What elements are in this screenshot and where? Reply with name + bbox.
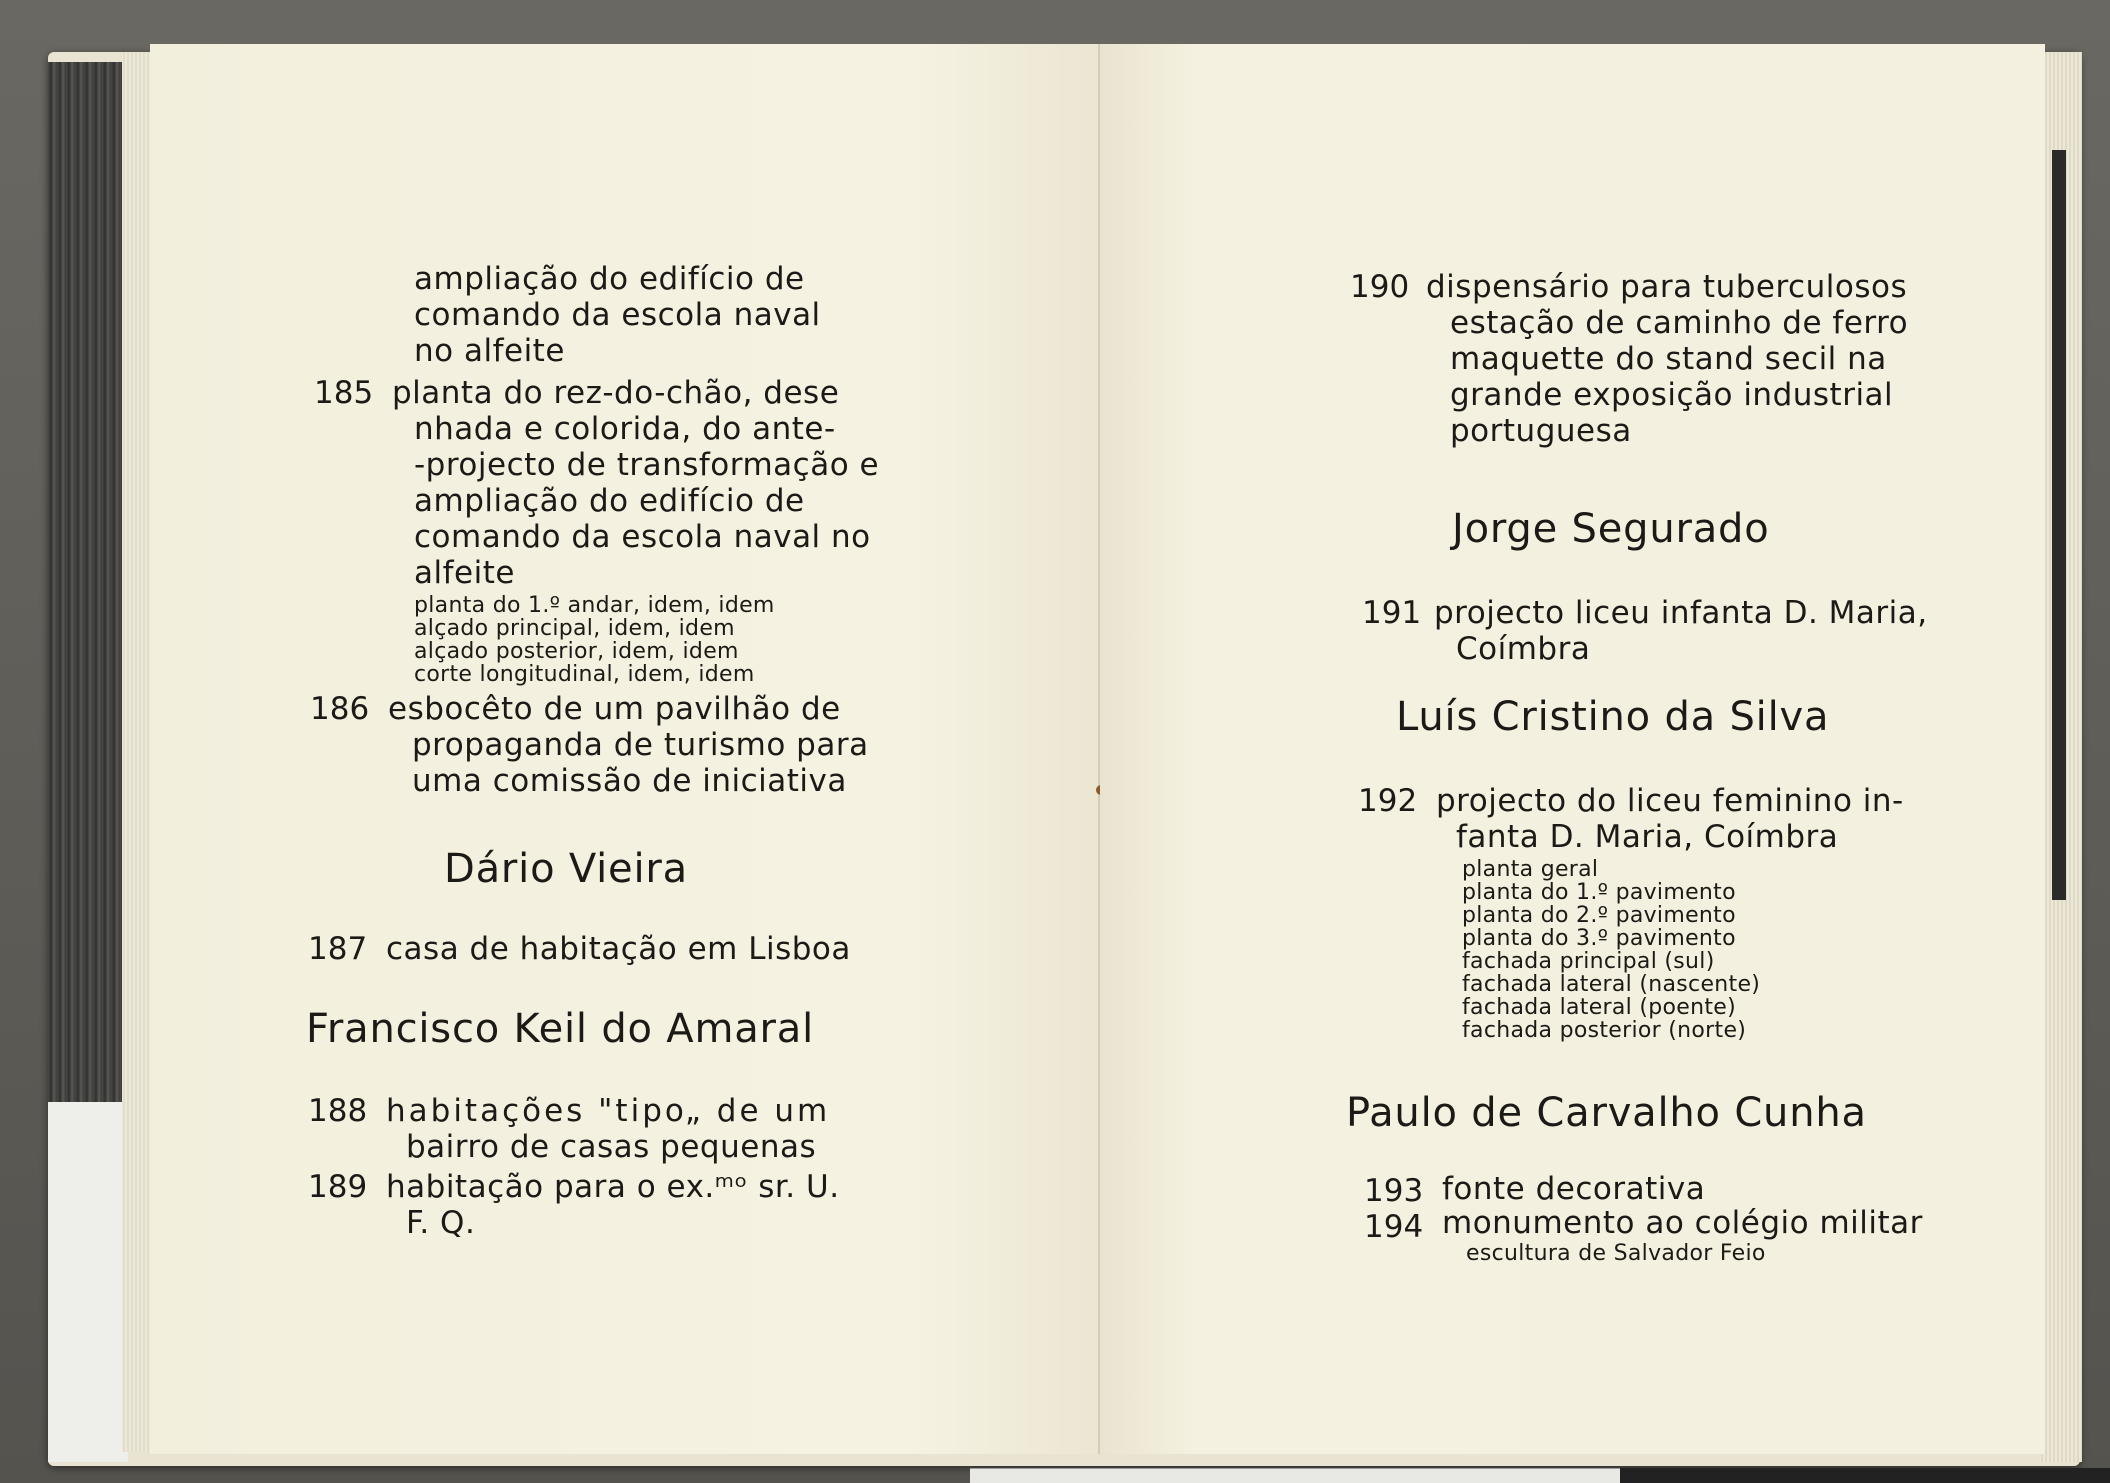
item-194-note: escultura de Salvador Feio xyxy=(1466,1241,1766,1266)
item-190-number: 190 xyxy=(1350,269,1410,305)
item-192-sub-1: planta geral xyxy=(1462,857,1599,882)
adjacent-paper-strip xyxy=(48,1102,128,1462)
item-192-sub-2: planta do 1.º pavimento xyxy=(1462,880,1736,905)
item-185-line-3: -projecto de transformação e xyxy=(414,447,880,483)
item-185-line-5: comando da escola naval no xyxy=(414,519,871,555)
item-185-sub-2: alçado principal, idem, idem xyxy=(414,616,735,641)
item-192-sub-7: fachada lateral (poente) xyxy=(1462,995,1737,1020)
item-189-line-2: F. Q. xyxy=(406,1205,476,1241)
item-192-number: 192 xyxy=(1358,783,1418,819)
right-edge-dark-band xyxy=(2052,150,2066,900)
item-185-line-1: planta do rez-do-chão, dese xyxy=(392,375,840,411)
item-192-line-1: projecto do liceu feminino in- xyxy=(1436,783,1904,819)
heading-francisco-keil: Francisco Keil do Amaral xyxy=(306,1006,815,1052)
right-page xyxy=(1100,44,2045,1454)
item-186-number: 186 xyxy=(310,691,370,727)
item-188-line-2: bairro de casas pequenas xyxy=(406,1129,817,1165)
item-187-text: casa de habitação em Lisboa xyxy=(386,931,851,967)
item-185-line-2: nhada e colorida, do ante- xyxy=(414,411,836,447)
item-190-line-1: dispensário para tuberculosos xyxy=(1426,269,1908,305)
item-194-text: monumento ao colégio militar xyxy=(1442,1205,1923,1241)
intro-line-3: no alfeite xyxy=(414,333,565,369)
item-192-sub-4: planta do 3.º pavimento xyxy=(1462,926,1736,951)
item-189-line-1: habitação para o ex.ᵐᵒ sr. U. xyxy=(386,1169,840,1205)
item-193-number: 193 xyxy=(1364,1173,1424,1209)
item-190-line-2: estação de caminho de ferro xyxy=(1450,305,1909,341)
intro-line-2: comando da escola naval xyxy=(414,297,821,333)
item-188-number: 188 xyxy=(308,1093,368,1129)
item-191-line-2: Coímbra xyxy=(1456,631,1591,667)
item-192-line-2: fanta D. Maria, Coímbra xyxy=(1456,819,1839,855)
heading-jorge-segurado: Jorge Segurado xyxy=(1452,506,1770,552)
item-190-line-4: grande exposição industrial xyxy=(1450,377,1894,413)
item-187-number: 187 xyxy=(308,931,368,967)
item-191-line-1: projecto liceu infanta D. Maria, xyxy=(1434,595,1928,631)
item-192-sub-3: planta do 2.º pavimento xyxy=(1462,903,1736,928)
item-185-number: 185 xyxy=(314,375,374,411)
item-185-sub-4: corte longitudinal, idem, idem xyxy=(414,662,755,687)
left-page-edges xyxy=(122,52,152,1452)
item-188-line-1: habitações "tipo„ de um xyxy=(386,1093,831,1129)
item-185-sub-1: planta do 1.º andar, idem, idem xyxy=(414,593,775,618)
left-page xyxy=(150,44,1100,1454)
item-185-sub-3: alçado posterior, idem, idem xyxy=(414,639,739,664)
heading-dario-vieira: Dário Vieira xyxy=(444,846,688,892)
item-186-line-3: uma comissão de iniciativa xyxy=(412,763,847,799)
item-190-line-3: maquette do stand secil na xyxy=(1450,341,1887,377)
heading-luis-cristino: Luís Cristino da Silva xyxy=(1396,694,1830,740)
item-185-line-4: ampliação do edifício de xyxy=(414,483,805,519)
item-192-sub-6: fachada lateral (nascente) xyxy=(1462,972,1761,997)
item-190-line-5: portuguesa xyxy=(1450,413,1632,449)
item-194-number: 194 xyxy=(1364,1209,1424,1245)
scale-ruler-dark xyxy=(1620,1468,2110,1483)
item-191-number: 191 xyxy=(1362,595,1422,631)
item-192-sub-8: fachada posterior (norte) xyxy=(1462,1018,1747,1043)
item-189-number: 189 xyxy=(308,1169,368,1205)
item-193-text: fonte decorativa xyxy=(1442,1171,1706,1207)
item-192-sub-5: fachada principal (sul) xyxy=(1462,949,1715,974)
intro-line-1: ampliação do edifício de xyxy=(414,261,805,297)
heading-paulo-carvalho: Paulo de Carvalho Cunha xyxy=(1346,1090,1867,1136)
item-185-line-6: alfeite xyxy=(414,555,515,591)
item-186-line-1: esbocêto de um pavilhão de xyxy=(388,691,841,727)
item-186-line-2: propaganda de turismo para xyxy=(412,727,869,763)
adjacent-photo-strip xyxy=(48,62,128,1102)
